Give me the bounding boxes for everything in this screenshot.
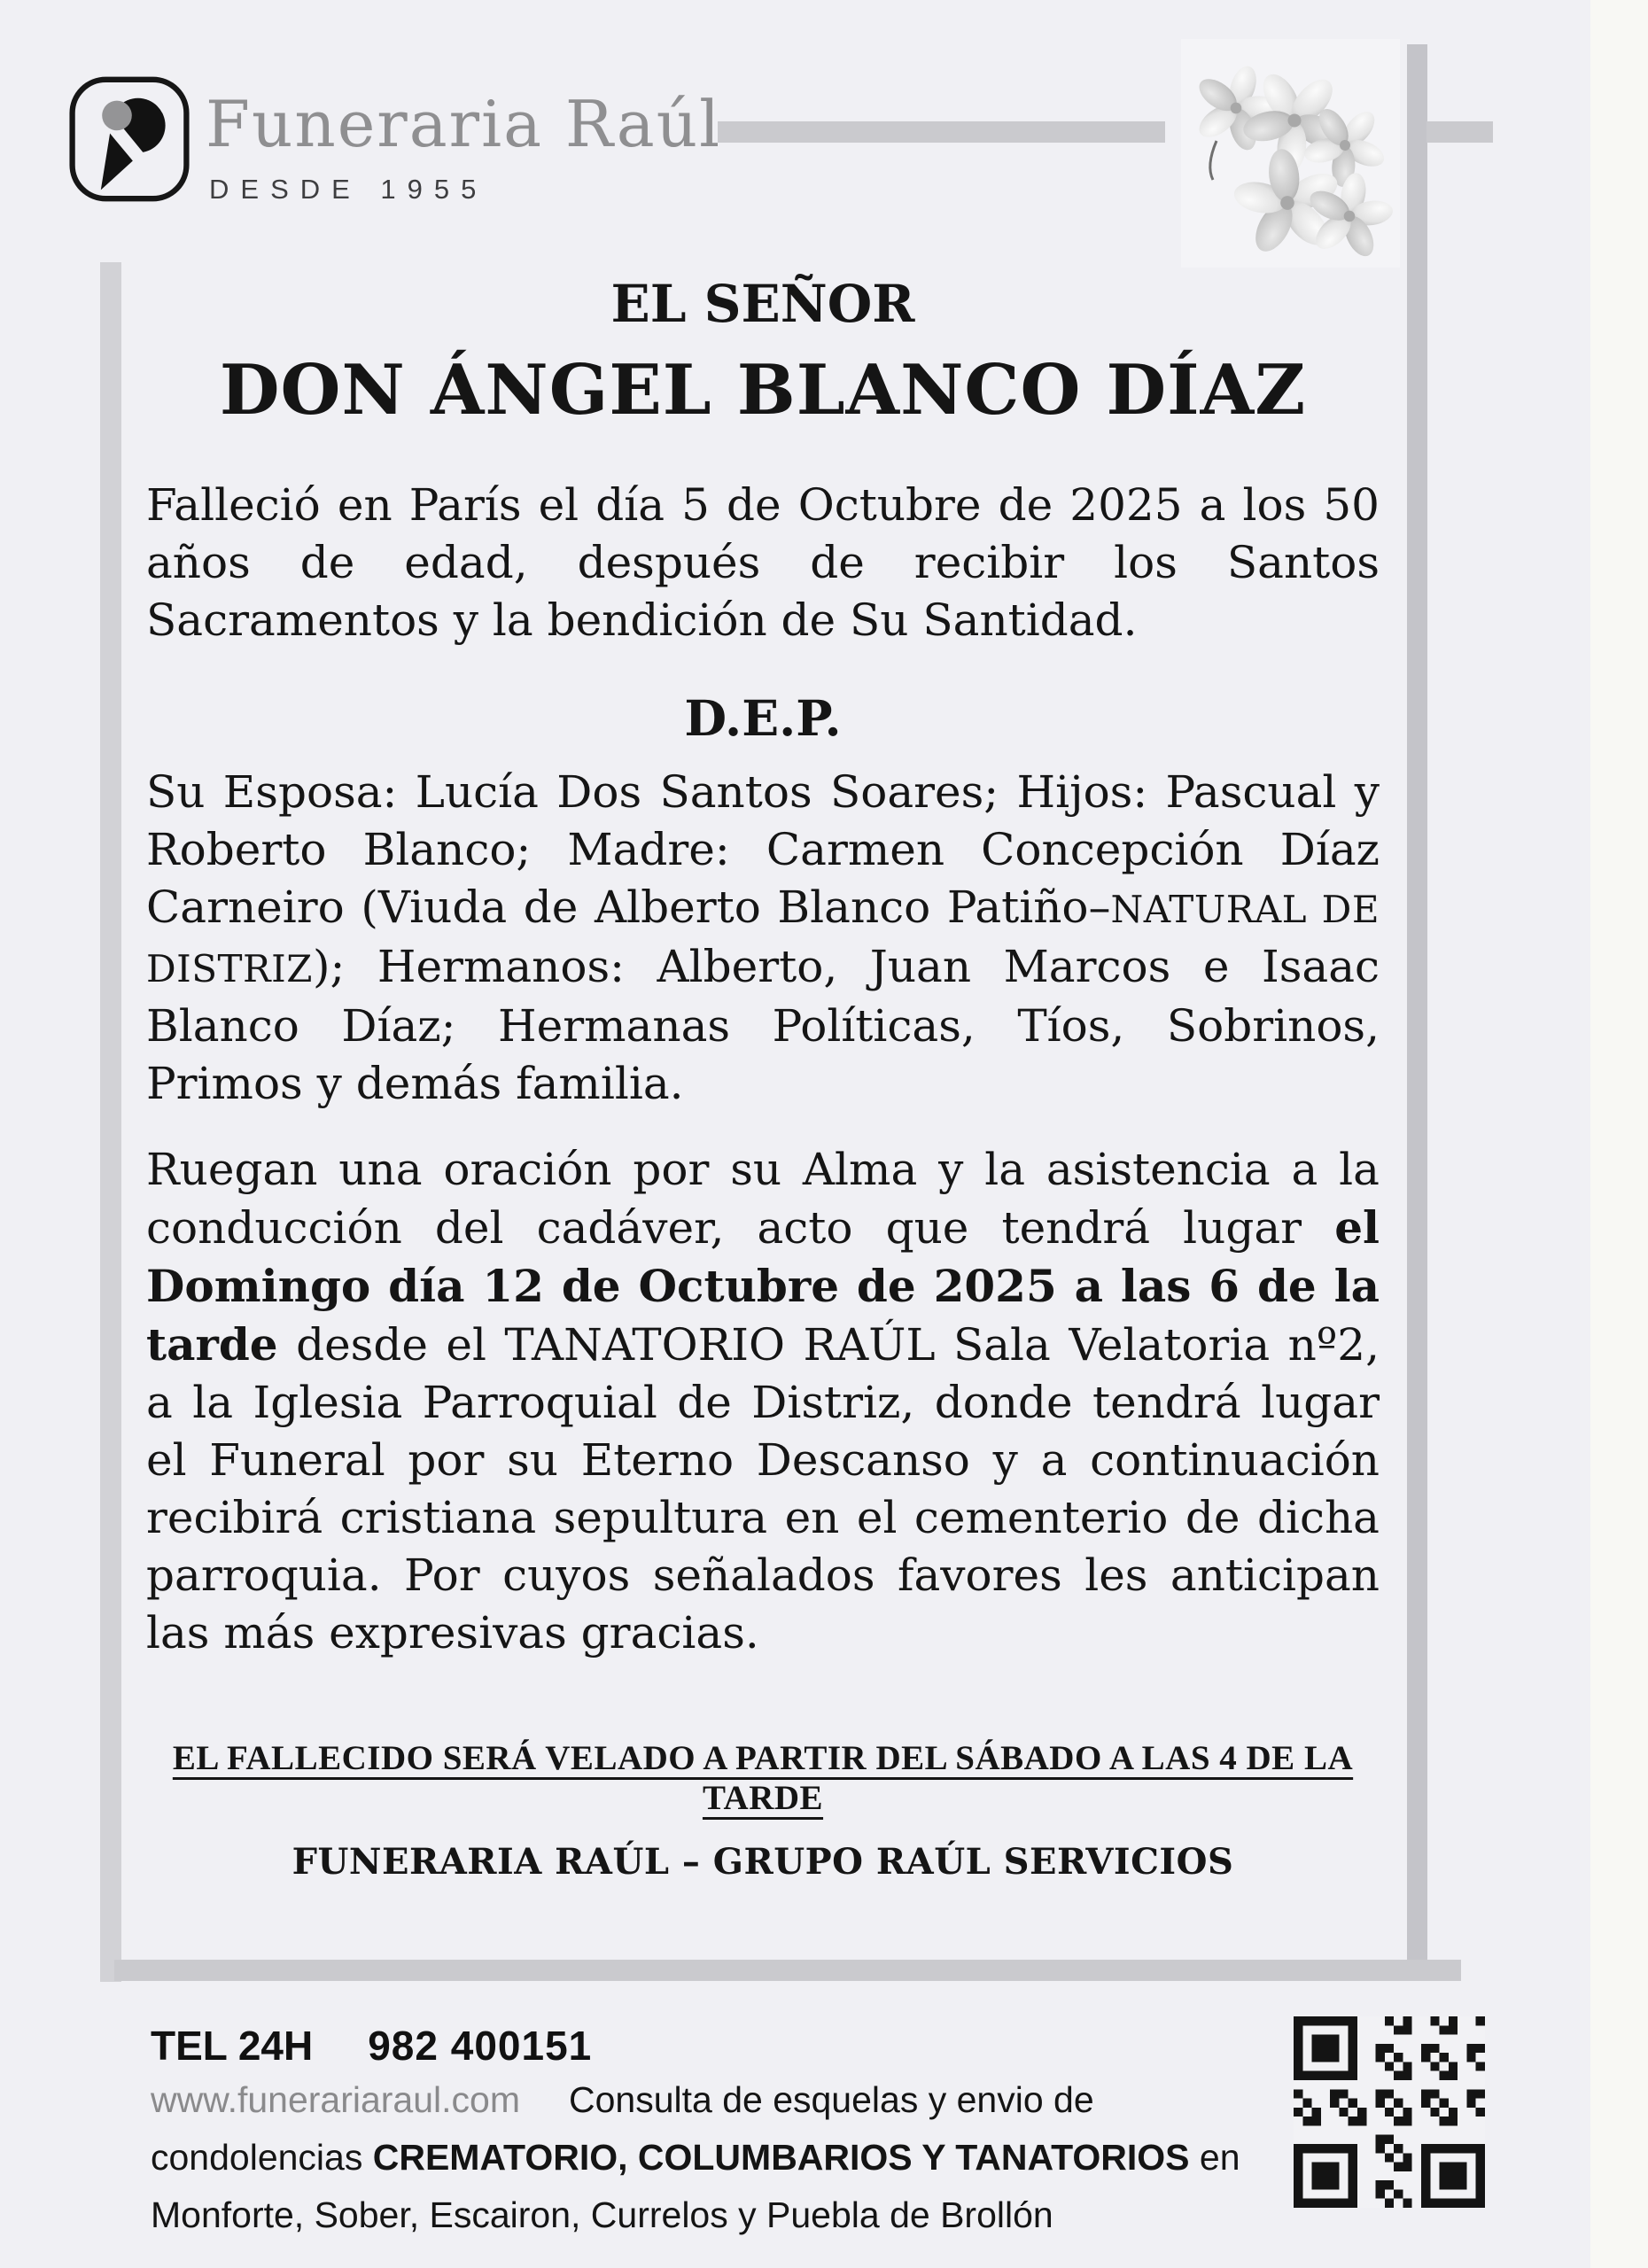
footer-contact-text: www.funerariaraul.com Consulta de esquelas y envio de condolencias CREMATORIO, COLUMBARIOS Y TANATORIOS en Monforte, Sober, Escairon, Currelos y Puebla de Brollón [151, 2079, 1240, 2235]
brand-tagline: DESDE 1955 [209, 174, 488, 205]
frame-top-bar [718, 121, 1165, 143]
frame-cross-arm [1426, 121, 1493, 143]
brand-name: Funeraria Raúl [206, 87, 722, 161]
company-line: FUNERARIA RAÚL – GRUPO RAÚL SERVICIOS [292, 1841, 1234, 1883]
paragraph-family: Su Esposa: Lucía Dos Santos Soares; Hijos: Pascual y Roberto Blanco; Madre: Carmen Concepción Díaz Carneiro (Viuda de Alberto Blanco Patiño–NATURAL DE DISTRIZ); Hermanos: Alberto, Juan Marcos e Isaac Blanco Díaz; Hermanas Políticas, Tíos, Sobrinos, Primos y demás familia. [146, 766, 1380, 1109]
funeraria-raul-logo-icon [67, 74, 191, 204]
footer-telephone [151, 2022, 592, 2070]
paragraph-funeral: Ruegan una oración por su Alma y la asistencia a la conducción del cadáver, acto que tendrá lugar el Domingo día 12 de Octubre de 2025 a las 6 de la tarde desde el TANATORIO RAÚL Sala Velatoria nº2, a la Iglesia Parroquial de Distriz, donde tendrá lugar el Funeral por su Eterno Descanso y a continuación recibirá cristiana sepultura en el cementerio de dicha parroquia. Por cuyos señalados favores les anticipan las más expresivas gracias. [146, 1144, 1380, 1658]
wake-notice: EL FALLECIDO SERÁ VELADO A PARTIR DEL SÁBADO A LAS 4 DE LA TARDE [172, 1739, 1354, 1817]
qr-code-icon [1287, 2016, 1491, 2208]
plumeria-flowers-image [1181, 39, 1400, 268]
title-honorific: EL SEÑOR [610, 274, 915, 334]
tel-number: 982 400151 [368, 2023, 593, 2069]
scan-edge-strip [1590, 0, 1648, 2268]
frame-left-bar [100, 262, 121, 1982]
deceased-name: DON ÁNGEL BLANCO DÍAZ [219, 350, 1307, 431]
tel-label: TEL 24H [151, 2023, 314, 2069]
frame-bottom-bar [114, 1960, 1461, 1981]
paragraph-death: Falleció en París el día 5 de Octubre de 2025 a los 50 años de edad, después de recibir los Santos Sacramentos y la bendición de Su Santidad. [146, 479, 1380, 646]
frame-right-bar [1407, 44, 1427, 1972]
dep-heading: D.E.P. [684, 689, 842, 747]
